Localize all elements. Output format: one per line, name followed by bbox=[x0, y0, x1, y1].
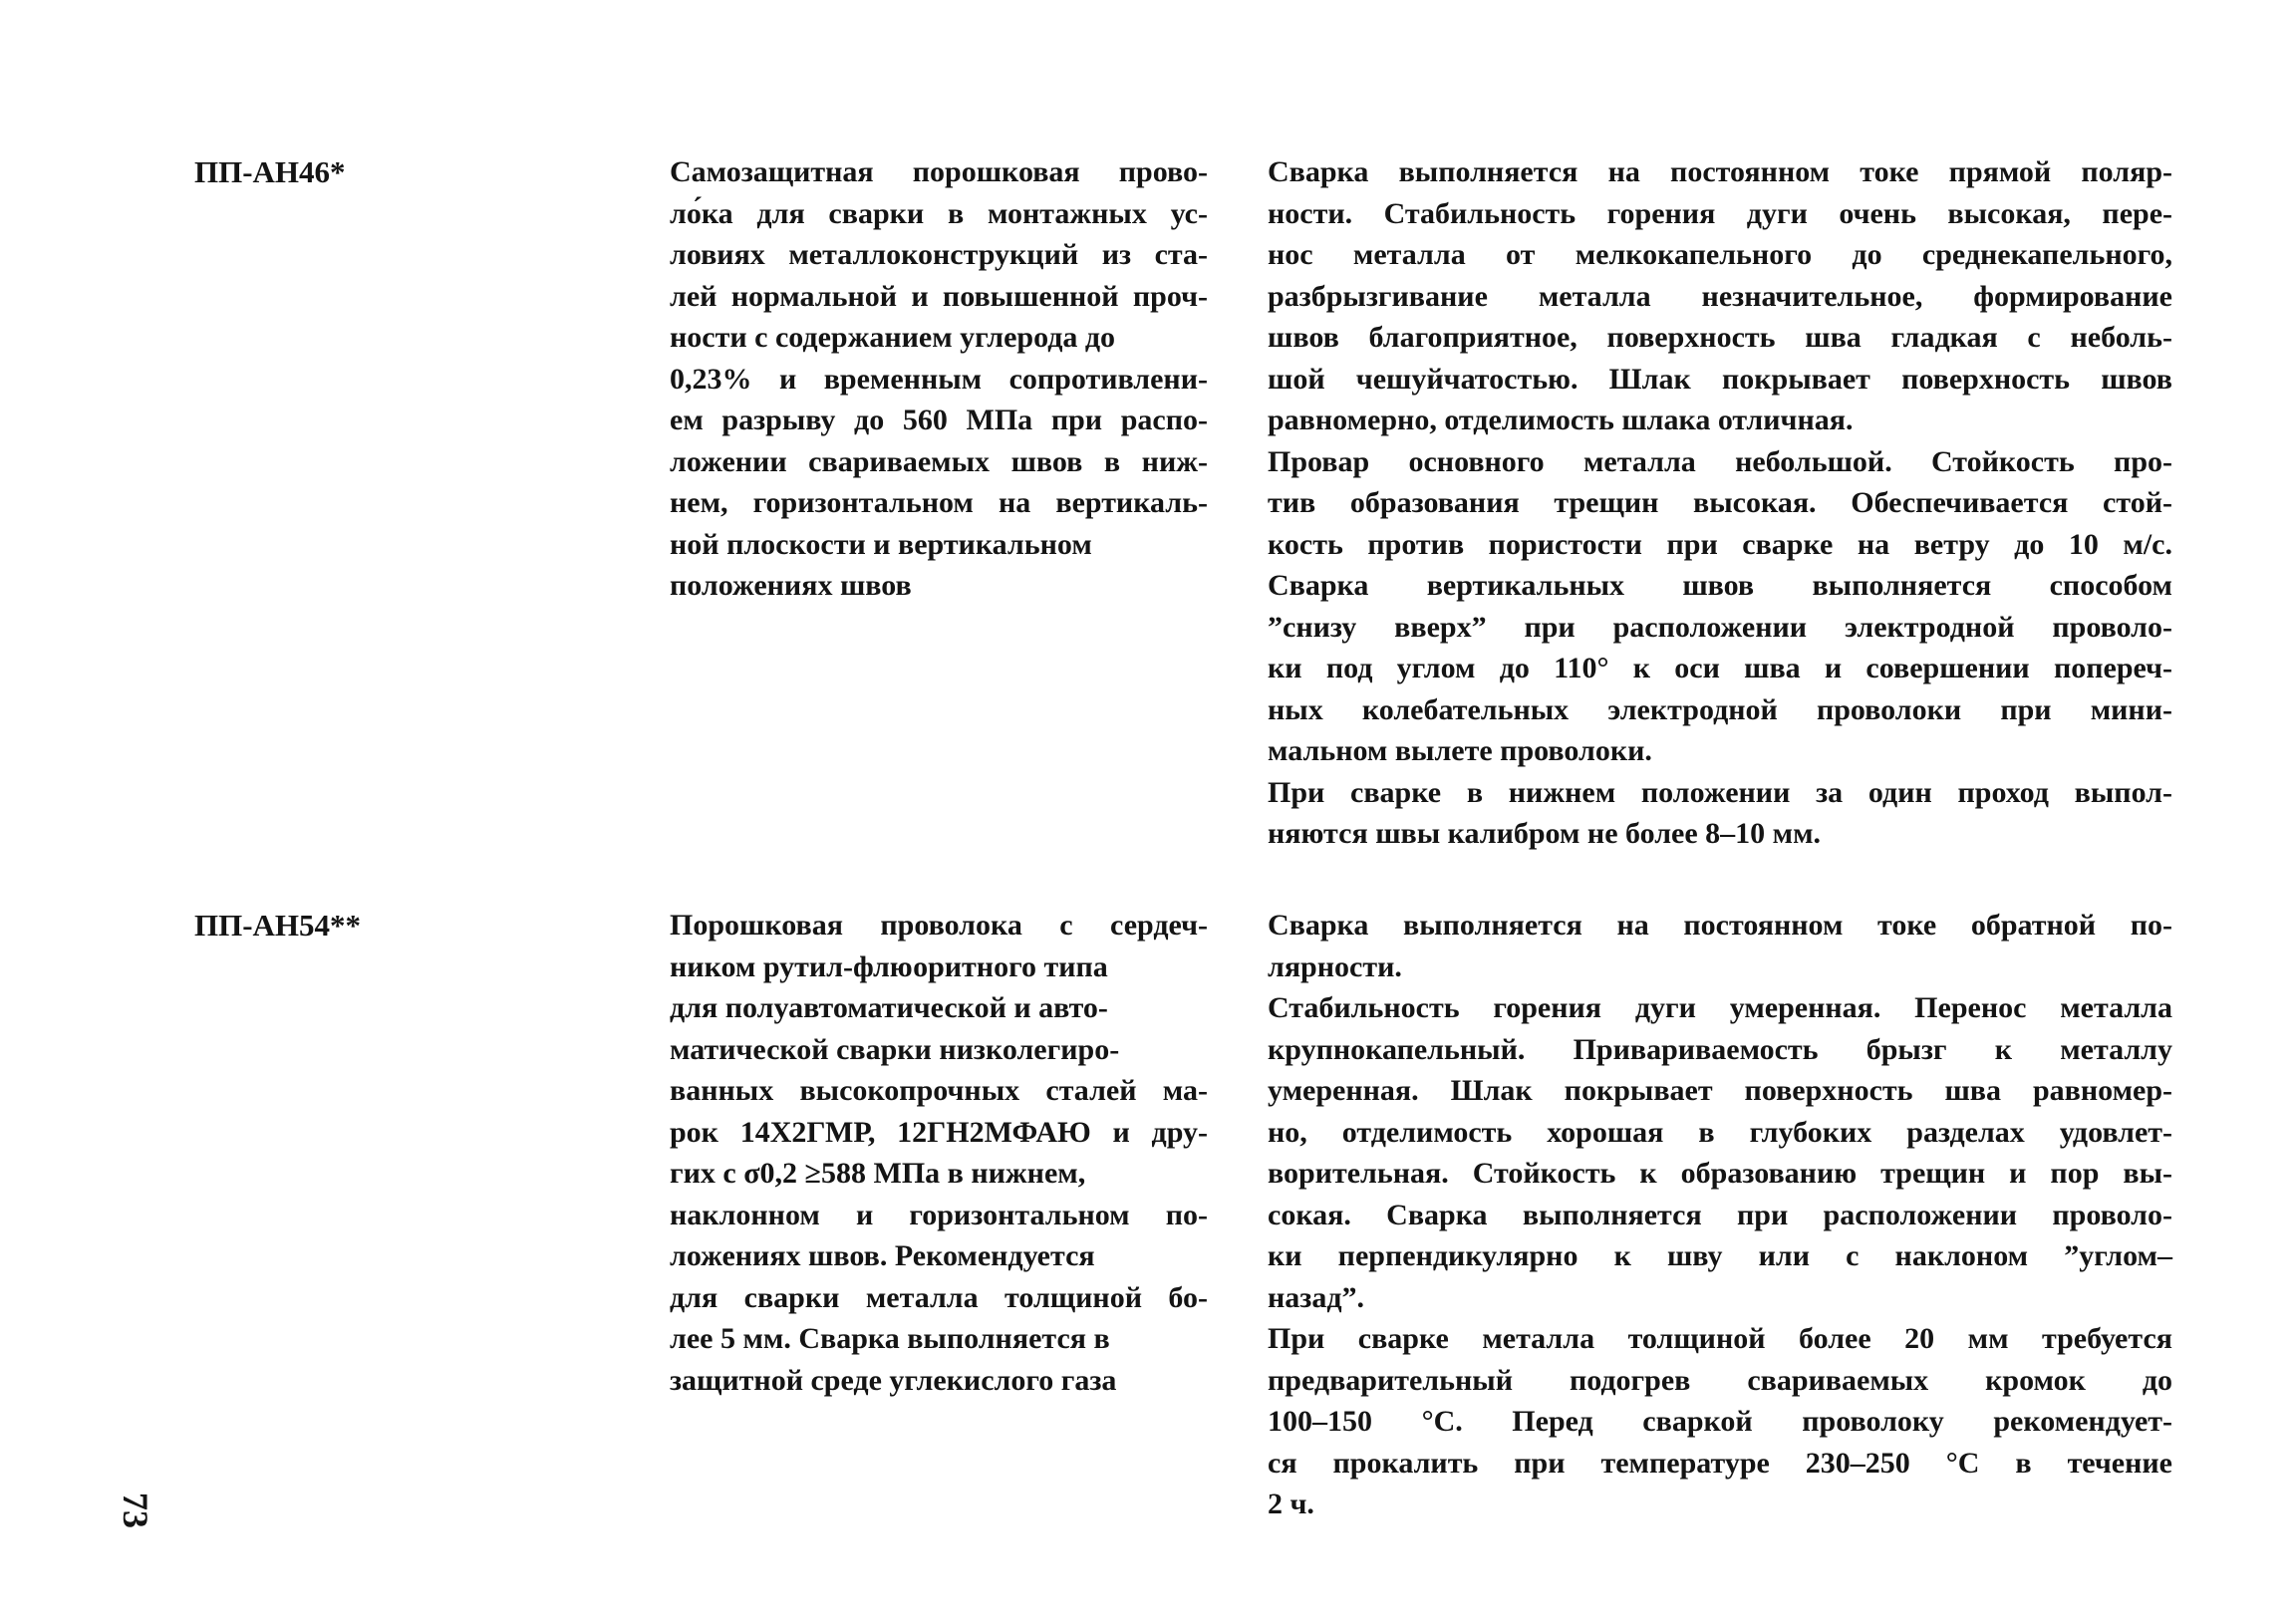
text-line: но, отделимость хорошая в глубоких разделах удовлет- bbox=[1268, 1115, 2172, 1149]
text-line: сокая. Сварка выполняется при расположении проволо- bbox=[1268, 1198, 2172, 1231]
text-line: шой чешуйчатостью. Шлак покрывает поверхность швов bbox=[1268, 362, 2172, 396]
text-line: Провар основного металла небольшой. Стойкость про- bbox=[1268, 444, 2172, 478]
text-line: разбрызгивание металла незначительное, формирование bbox=[1268, 279, 2172, 313]
text-line: При сварке металла толщиной более 20 мм требуется bbox=[1268, 1322, 2172, 1355]
text-line: ки под углом до 110° к оси шва и совершении попереч- bbox=[1268, 652, 2172, 684]
text-line: матической сварки низколегиро- bbox=[670, 1032, 1120, 1066]
wire-grade: ПП-АН54** bbox=[194, 908, 362, 943]
text-line: ворительная. Стойкость к образованию трещин и пор вы- bbox=[1268, 1157, 2172, 1190]
text-line: лярности. bbox=[1268, 949, 1402, 983]
text-line: равномерно, отделимость шлака отличная. bbox=[1268, 404, 1854, 436]
text-line: ”снизу вверх” при расположении электродной проволо- bbox=[1268, 610, 2172, 644]
text-line: ности с содержанием углерода до bbox=[670, 321, 1116, 354]
text-line: ложениях швов. Рекомендуется bbox=[670, 1239, 1095, 1272]
text-line: При сварке в нижнем положении за один проход выпол- bbox=[1268, 775, 2172, 809]
text-line: Порошковая проволока с сердеч- bbox=[670, 909, 1208, 942]
text-line: Сварка вертикальных швов выполняется способом bbox=[1268, 569, 2172, 602]
text-line: предварительный подогрев свариваемых кромок до bbox=[1268, 1363, 2172, 1397]
text-line: Сварка выполняется на постоянном токе прямой поляр- bbox=[1268, 155, 2172, 188]
text-line: наклонном и горизонтальном по- bbox=[670, 1198, 1208, 1231]
wire-description bbox=[670, 905, 1208, 1401]
text-line: Самозащитная порошковая прово- bbox=[670, 155, 1208, 188]
text-line: швов благоприятное, поверхность шва гладкая с неболь- bbox=[1268, 321, 2172, 354]
text-line: ем разрыву до 560 МПа при распо- bbox=[670, 404, 1208, 436]
wire-description bbox=[670, 151, 1208, 607]
text-line: ся прокалить при температуре 230–250 °С в течение bbox=[1268, 1446, 2172, 1480]
text-line: нос металла от мелкокапельного до среднекапельного, bbox=[1268, 238, 2172, 271]
welding-properties bbox=[1268, 905, 2172, 1525]
text-line: мальном вылете проволоки. bbox=[1268, 734, 1652, 767]
text-line: умеренная. Шлак покрывает поверхность шва равномер- bbox=[1268, 1074, 2172, 1107]
text-line: для сварки металла толщиной бо- bbox=[670, 1280, 1208, 1314]
text-line: ником рутил-флюоритного типа bbox=[670, 949, 1108, 983]
text-line: гих с σ0,2 ≥588 МПа в нижнем, bbox=[670, 1157, 1086, 1190]
text-line: защитной среде углекислого газа bbox=[670, 1363, 1117, 1397]
text-line: ки перпендикулярно к шву или с наклоном ”углом– bbox=[1268, 1239, 2172, 1272]
text-line: ложении свариваемых швов в ниж- bbox=[670, 444, 1208, 478]
text-line: 0,23% и временным сопротивлени- bbox=[670, 362, 1208, 396]
text-line: тив образования трещин высокая. Обеспечивается стой- bbox=[1268, 486, 2172, 519]
text-line: ловиях металлоконструкций из ста- bbox=[670, 238, 1208, 271]
text-line: 100–150 °С. Перед сваркой проволоку рекомендует- bbox=[1268, 1405, 2172, 1438]
text-line: лей нормальной и повышенной проч- bbox=[670, 279, 1208, 313]
text-line: положениях швов bbox=[670, 569, 912, 602]
text-line: ности. Стабильность горения дуги очень высокая, пере- bbox=[1268, 196, 2172, 230]
text-line: рок 14Х2ГМР, 12ГН2МФАЮ и дру- bbox=[670, 1115, 1208, 1149]
text-line: ных колебательных электродной проволоки при мини- bbox=[1268, 692, 2172, 726]
text-line: назад”. bbox=[1268, 1280, 1365, 1314]
text-line: кость против пористости при сварке на ветру до 10 м/с. bbox=[1268, 527, 2172, 561]
welding-properties bbox=[1268, 151, 2172, 855]
text-line: крупнокапельный. Привариваемость брызг к металлу bbox=[1268, 1032, 2172, 1066]
page-number: 73 bbox=[116, 1492, 155, 1528]
text-line: нем, горизонтальном на вертикаль- bbox=[670, 486, 1208, 519]
text-line: ванных высокопрочных сталей ма- bbox=[670, 1074, 1208, 1107]
text-line: няются швы калибром не более 8–10 мм. bbox=[1268, 817, 1822, 850]
text-line: 2 ч. bbox=[1268, 1488, 1314, 1520]
text-line: Стабильность горения дуги умеренная. Перенос металла bbox=[1268, 991, 2172, 1024]
text-line: для полуавтоматической и авто- bbox=[670, 991, 1108, 1024]
wire-grade: ПП-АН46* bbox=[194, 154, 346, 189]
text-line: ной плоскости и вертикальном bbox=[670, 527, 1092, 561]
text-line: ло́ка для сварки в монтажных ус- bbox=[670, 196, 1208, 230]
text-line: Сварка выполняется на постоянном токе обратной по- bbox=[1268, 909, 2172, 942]
text-line: лее 5 мм. Сварка выполняется в bbox=[670, 1322, 1110, 1355]
